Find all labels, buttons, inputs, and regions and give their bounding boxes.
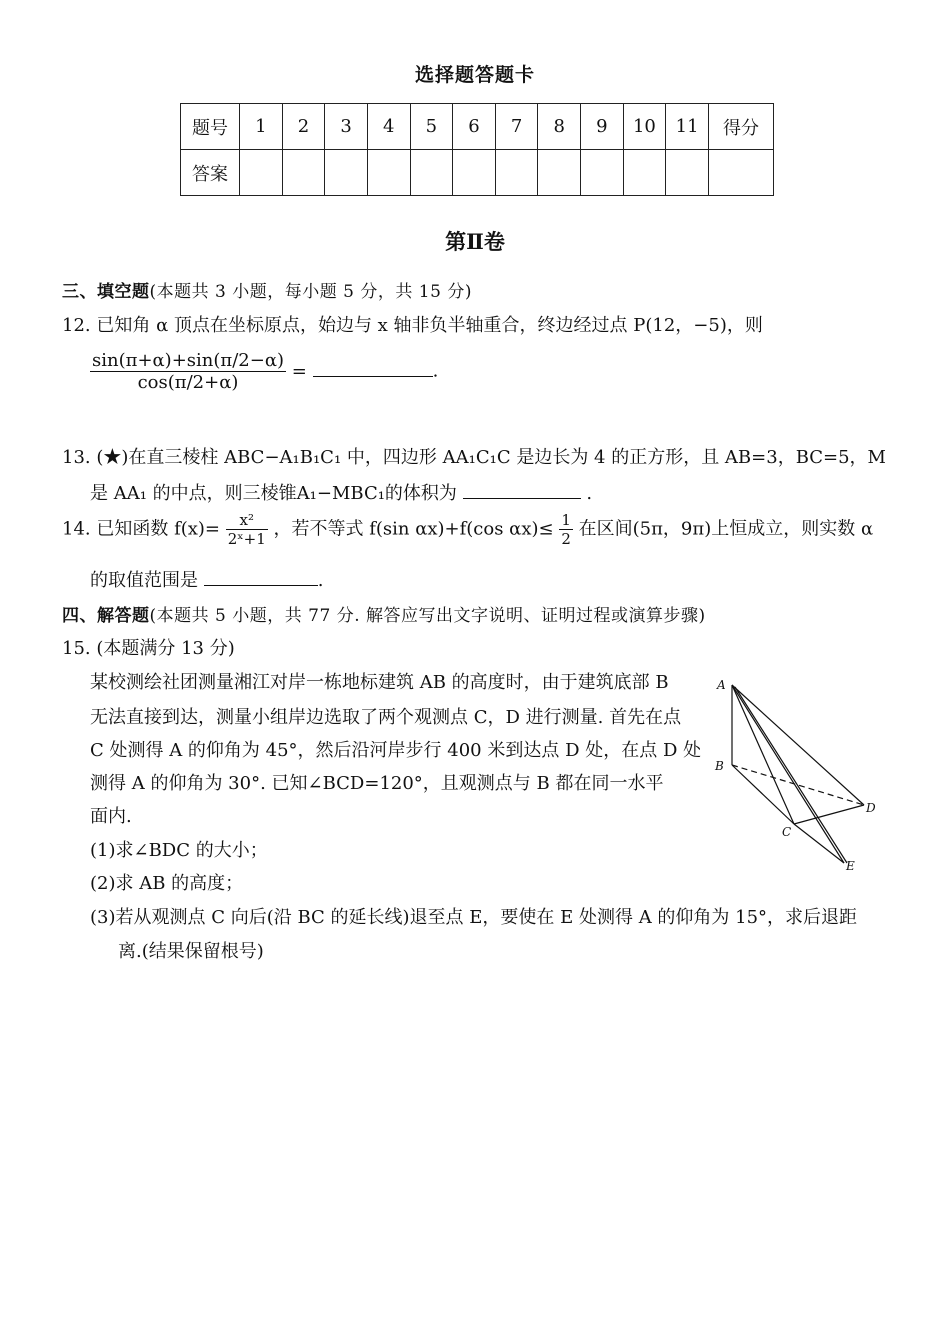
question-14-half-fraction bbox=[559, 511, 573, 548]
segment-AC bbox=[732, 685, 794, 824]
question-number-cell: 2 bbox=[282, 104, 325, 150]
answer-cell[interactable] bbox=[325, 150, 368, 196]
question-15-para-line: 某校测绘社团测量湘江对岸一栋地标建筑 AB 的高度时，由于建筑底部 B bbox=[90, 672, 669, 693]
question-12-expression: $\frac{\sin(\pi+\alpha)+\sin(\pi/2-\alpha)}{\cos(\pi/2+\alpha)}$ = . bbox=[92, 350, 439, 393]
geometry-figure bbox=[712, 672, 876, 877]
row-label-number: 题号 bbox=[181, 104, 240, 150]
answer-cell[interactable] bbox=[623, 150, 666, 196]
question-15-header: 15. (本题满分 13 分) bbox=[62, 638, 235, 659]
answer-table bbox=[180, 103, 774, 196]
question-14-text-b: ，若不等式 f(sin αx)+f(cos αx)≤ bbox=[273, 518, 554, 540]
table-row-numbers bbox=[181, 104, 774, 150]
question-15-sub-3-line-2: 离.(结果保留根号) bbox=[118, 941, 264, 962]
answer-cell[interactable] bbox=[282, 150, 325, 196]
question-number-cell: 7 bbox=[495, 104, 538, 150]
question-number-cell: 1 bbox=[240, 104, 283, 150]
question-number-cell: 6 bbox=[453, 104, 496, 150]
question-14-half-numerator: 1 bbox=[561, 511, 571, 529]
question-13-line-2-text: 是 AA₁ 的中点，则三棱锥A₁−MBC₁的体积为 bbox=[90, 483, 457, 504]
question-14-answer-blank[interactable] bbox=[204, 585, 318, 586]
question-number-cell: 9 bbox=[581, 104, 624, 150]
question-number-cell: 5 bbox=[410, 104, 453, 150]
question-15-sub-2: (2)求 AB 的高度； bbox=[90, 873, 244, 894]
question-15-sub-3-line-1: (3)若从观测点 C 向后(沿 BC 的延长线)退至点 E，要使在 E 处测得 A 的仰角为 15°，求后退距 bbox=[90, 907, 858, 928]
answer-card-title: 选择题答题卡 bbox=[414, 64, 535, 86]
answer-cell[interactable] bbox=[410, 150, 453, 196]
point-label-E: E bbox=[846, 859, 855, 873]
fill-section-note: (本题共 3 小题，每小题 5 分，共 15 分) bbox=[149, 282, 472, 302]
question-14-line-2: 的取值范围是 . bbox=[90, 570, 324, 591]
fill-section-heading bbox=[62, 277, 472, 302]
question-15-para-line: 测得 A 的仰角为 30°. 已知∠BCD=120°，且观测点与 B 都在同一水平 bbox=[90, 773, 664, 794]
question-14-function-fraction bbox=[226, 511, 268, 548]
answer-cell[interactable] bbox=[453, 150, 496, 196]
question-12-answer-blank[interactable] bbox=[313, 376, 433, 377]
question-15-para-line: C 处测得 A 的仰角为 45°，然后沿河岸步行 400 米到达点 D 处，在点 D 处 bbox=[90, 740, 702, 761]
question-13-line-1: 13. (★)在直三棱柱 ABC−A₁B₁C₁ 中，四边形 AA₁C₁C 是边长为 4 的正方形，且 AB=3，BC=5，M bbox=[62, 447, 886, 468]
point-label-B: B bbox=[715, 759, 724, 773]
answer-cell[interactable] bbox=[666, 150, 709, 196]
segment-CE bbox=[794, 824, 844, 863]
question-14-frac-denominator: 2ˣ+1 bbox=[227, 530, 266, 548]
answer-cell[interactable] bbox=[581, 150, 624, 196]
question-12-denominator: cos(π/2+α) bbox=[137, 372, 239, 393]
question-14-text-a: 14. 已知函数 f(x)= bbox=[62, 518, 221, 540]
question-12-text: 12. 已知角 α 顶点在坐标原点，始边与 x 轴非负半轴重合，终边经过点 P(12，−5)，则 bbox=[62, 315, 763, 336]
question-number-cell: 8 bbox=[538, 104, 581, 150]
solve-section-note: (本题共 5 小题，共 77 分. 解答应写出文字说明、证明过程或演算步骤) bbox=[149, 606, 706, 626]
question-14-line-1 bbox=[62, 511, 873, 548]
row-label-answer: 答案 bbox=[181, 150, 240, 196]
question-number-cell: 3 bbox=[325, 104, 368, 150]
answer-cell[interactable] bbox=[495, 150, 538, 196]
fill-section-title: 三、填空题 bbox=[62, 282, 150, 302]
question-14-half-denominator: 2 bbox=[561, 530, 571, 548]
question-13-answer-blank[interactable] bbox=[463, 498, 581, 499]
point-label-D: D bbox=[866, 801, 876, 815]
question-number-cell: 4 bbox=[367, 104, 410, 150]
table-row-answers bbox=[181, 150, 774, 196]
question-13-line-2: 是 AA₁ 的中点，则三棱锥A₁−MBC₁的体积为 . bbox=[90, 483, 593, 504]
question-14-text-c: 在区间(5π，9π)上恒成立，则实数 α bbox=[578, 518, 874, 540]
score-label-cell: 得分 bbox=[709, 104, 774, 150]
question-15-para-line: 无法直接到达，测量小组岸边选取了两个观测点 C，D 进行测量. 首先在点 bbox=[90, 707, 682, 728]
question-14-line-2-text: 的取值范围是 bbox=[90, 570, 198, 591]
solve-section-heading bbox=[62, 601, 706, 626]
question-15-sub-1: (1)求∠BDC 的大小； bbox=[90, 840, 268, 861]
question-number-cell: 11 bbox=[666, 104, 709, 150]
question-12-fraction bbox=[90, 350, 286, 393]
segment-CD bbox=[794, 805, 864, 824]
answer-cell[interactable] bbox=[367, 150, 410, 196]
question-12-numerator: sin(π+α)+sin(π/2−α) bbox=[92, 350, 284, 371]
score-cell[interactable] bbox=[709, 150, 774, 196]
volume-title: 第Ⅱ卷 bbox=[445, 229, 505, 254]
question-15-para-line: 面内. bbox=[90, 806, 132, 827]
answer-cell[interactable] bbox=[240, 150, 283, 196]
point-label-C: C bbox=[782, 825, 792, 839]
question-number-cell: 10 bbox=[623, 104, 666, 150]
point-label-A: A bbox=[717, 678, 726, 692]
question-14-frac-numerator: x² bbox=[226, 511, 268, 530]
solve-section-title: 四、解答题 bbox=[62, 606, 150, 626]
answer-cell[interactable] bbox=[538, 150, 581, 196]
